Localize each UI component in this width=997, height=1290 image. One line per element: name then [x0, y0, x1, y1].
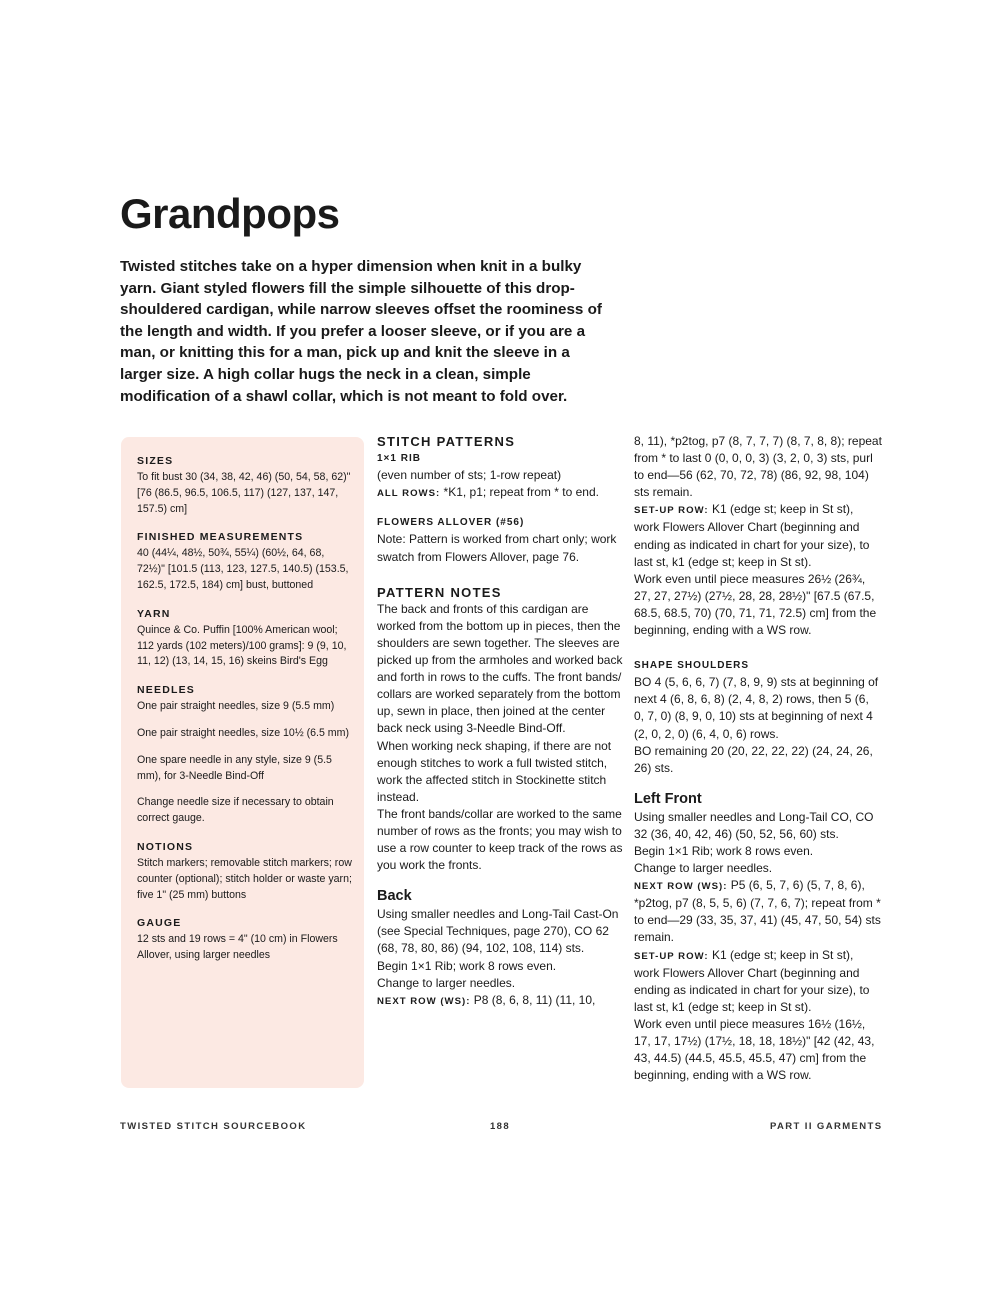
shape-shoulders-heading: SHAPE SHOULDERS	[634, 660, 750, 672]
needles-heading: NEEDLES	[137, 684, 195, 697]
intro-paragraph: Twisted stitches take on a hyper dimension when knit in a bulky yarn. Giant styled flowers fill the simple silhouette of this drop-shouldered cardigan, while narrow sleeves offset the roominess of the length and width. If you prefer a looser sleeve, or if you are a man, or knitting this for a man, pick up and knit the sleeve in a larger size. A high collar hugs the neck in a clean, simple modification of a shawl collar, which is not meant to fold over.	[120, 258, 602, 405]
setup-row-line	[634, 501, 882, 570]
finished-measurements-heading: FINISHED MEASUREMENTS	[137, 531, 304, 544]
next-row-text: P8 (8, 6, 8, 11) (11, 10,	[470, 992, 596, 1007]
pattern-notes-paragraph: When working neck shaping, if there are not enough stitches to work a full twisted stitch, work the affected stitch in Stockinette stitch instead.	[377, 738, 612, 804]
sizes-text: To fit bust 30 (34, 38, 42, 46) (50, 54, 58, 62)" [76 (86.5, 96.5, 106.5, 117) (127, 137, 147, 157.5) cm]	[137, 471, 351, 515]
left-setup-row-line	[634, 947, 882, 1016]
page-title: Grandpops	[120, 190, 340, 237]
left-next-row-text: P5 (6, 5, 7, 6) (5, 7, 8, 6), *p2tog, p7 (8, 5, 5, 6) (7, 7, 6, 7); repeat from * to end—29 (33, 35, 37, 41) (45, 47, 50, 54) sts remain.	[634, 878, 881, 945]
back-paragraph: Using smaller needles and Long-Tail Cast-On (see Special Techniques, page 270), CO 62 (68, 78, 80, 86) (94, 102, 108, 114) sts.	[377, 907, 619, 956]
shoulders-paragraph: BO 4 (5, 6, 6, 7) (7, 8, 9, 9) sts at beginning of next 4 (6, 8, 6, 8) (2, 4, 8, 2) rows, then 5 (6, 0, 7, 0) (8, 9, 0, 10) sts at beginning of next 4 (2, 0, 2, 0) (6, 4, 0, 6) rows.	[634, 675, 879, 741]
left-front-paragraph: Change to larger needles.	[634, 861, 773, 876]
column-stitch-patterns	[377, 433, 625, 1010]
all-rows-label: ALL ROWS:	[377, 488, 441, 500]
back-paragraph: Begin 1×1 Rib; work 8 rows even.	[377, 958, 557, 973]
sizes-heading: SIZES	[137, 455, 174, 467]
notions-text: Stitch markers; removable stitch markers; row counter (optional); stitch holder or waste yarn; five 1" (25 mm) buttons	[137, 856, 352, 901]
back-heading: Back	[377, 888, 412, 905]
next-row-line	[377, 992, 625, 1010]
needles-item: One spare needle in any style, size 9 (5.5 mm), for 3-Needle Bind-Off	[137, 753, 332, 782]
rib-heading: 1×1 RIB	[377, 453, 421, 465]
gauge-heading: GAUGE	[137, 917, 182, 930]
needles-item: Change needle size if necessary to obtain correct gauge.	[137, 796, 334, 825]
stitch-patterns-heading: STITCH PATTERNS	[377, 434, 516, 449]
setup-row-text: K1 (edge st; keep in St st), work Flowers Allover Chart (beginning and ending as indicated in chart for your size), to last st, k1 (edge st; keep in St st).	[634, 502, 870, 569]
specs-sidebar	[121, 437, 364, 1088]
footer-section: PART II GARMENTS	[770, 1121, 883, 1132]
pattern-notes-heading: PATTERN NOTES	[377, 584, 502, 600]
left-work-even-text: Work even until piece measures 16½ (16½, 17, 17, 17½) (17½, 18, 18, 18½)" [42 (42, 43, 43, 44.5) (44.5, 45.5, 45.5, 47) cm] from the beginning, ending with a WS row.	[634, 1016, 875, 1083]
work-even-text: Work even until piece measures 26½ (26¾, 27, 27, 27½) (27½, 28, 28, 28½)" [67.5 (67.5, 68.5, 68.5, 70) (70, 71, 71, 72.5) cm] from the beginning, ending with a WS row.	[634, 571, 877, 638]
yarn-heading: YARN	[137, 607, 171, 620]
left-front-paragraph: Begin 1×1 Rib; work 8 rows even.	[634, 843, 814, 858]
notions-heading: NOTIONS	[137, 840, 194, 853]
pattern-notes-paragraph: The front bands/collar are worked to the same number of rows as the fronts; you may wish to use a row counter to keep track of the rows as you work the fronts.	[377, 806, 623, 873]
left-next-row-label: NEXT ROW (WS):	[634, 881, 728, 893]
needles-item: One pair straight needles, size 9 (5.5 mm)	[137, 700, 335, 713]
footer-page-number: 188	[490, 1121, 511, 1132]
footer-book-title: TWISTED STITCH SOURCEBOOK	[120, 1121, 307, 1132]
left-setup-row-label: SET-UP ROW:	[634, 950, 709, 962]
left-setup-row-text: K1 (edge st; keep in St st), work Flowers Allover Chart (beginning and ending as indicated in chart for your size), to last st, k1 (edge st; keep in St st).	[634, 947, 870, 1014]
left-front-paragraph: Using smaller needles and Long-Tail CO, CO 32 (36, 40, 42, 46) (50, 52, 56, 60) sts.	[634, 809, 874, 841]
needles-item: One pair straight needles, size 10½ (6.5 mm)	[137, 726, 349, 739]
gauge-text: 12 sts and 19 rows = 4" (10 cm) in Flowers Allover, using larger needles	[137, 933, 338, 962]
back-paragraph: Change to larger needles.	[377, 975, 516, 990]
shoulders-paragraph: BO remaining 20 (20, 22, 22, 22) (24, 24, 26, 26) sts.	[634, 743, 873, 775]
all-rows-text: *K1, p1; repeat from * to end.	[440, 485, 599, 500]
continued-text: 8, 11), *p2tog, p7 (8, 7, 7, 7) (8, 7, 8, 8); repeat from * to last 0 (0, 0, 0, 3) (3, 2, 0, 3) sts, purl to end—56 (62, 70, 72, 78) (86, 92, 98, 104) sts remain.	[634, 434, 882, 500]
left-next-row-line	[634, 877, 882, 946]
flowers-heading: FLOWERS ALLOVER (#56)	[377, 517, 525, 529]
yarn-text: Quince & Co. Puffin [100% American wool; 112 yards (102 meters)/100 grams]: 9 (9, 10, 11, 12) (13, 14, 15, 16) skeins Bird's Egg	[137, 623, 347, 668]
setup-row-label: SET-UP ROW:	[634, 505, 709, 517]
left-front-heading: Left Front	[634, 790, 702, 807]
pattern-notes-paragraph: The back and fronts of this cardigan are worked from the bottom up in pieces, then the shoulders are sewn together. The sleeves are picked up from the armholes and worked back and forth in rows to the cuffs. The front bands/ collars are worked separately from the bottom up, sewn in place, then joined at the center back neck using 3-Needle Bind-Off.	[377, 601, 623, 736]
next-row-label: NEXT ROW (WS):	[377, 995, 471, 1007]
flowers-text: Note: Pattern is worked from chart only; work swatch from Flowers Allover, page 76.	[377, 532, 617, 564]
all-rows-line	[377, 484, 625, 502]
column-back-left-front	[634, 433, 882, 1084]
finished-measurements-text: 40 (44¼, 48½, 50¾, 55¼) (60½, 64, 68, 72½)" [101.5 (113, 123, 127.5, 140.5) (153.5, 162.5, 172.5, 184) cm] bust, buttoned	[137, 547, 349, 591]
rib-text: (even number of sts; 1-row repeat)	[377, 468, 562, 483]
